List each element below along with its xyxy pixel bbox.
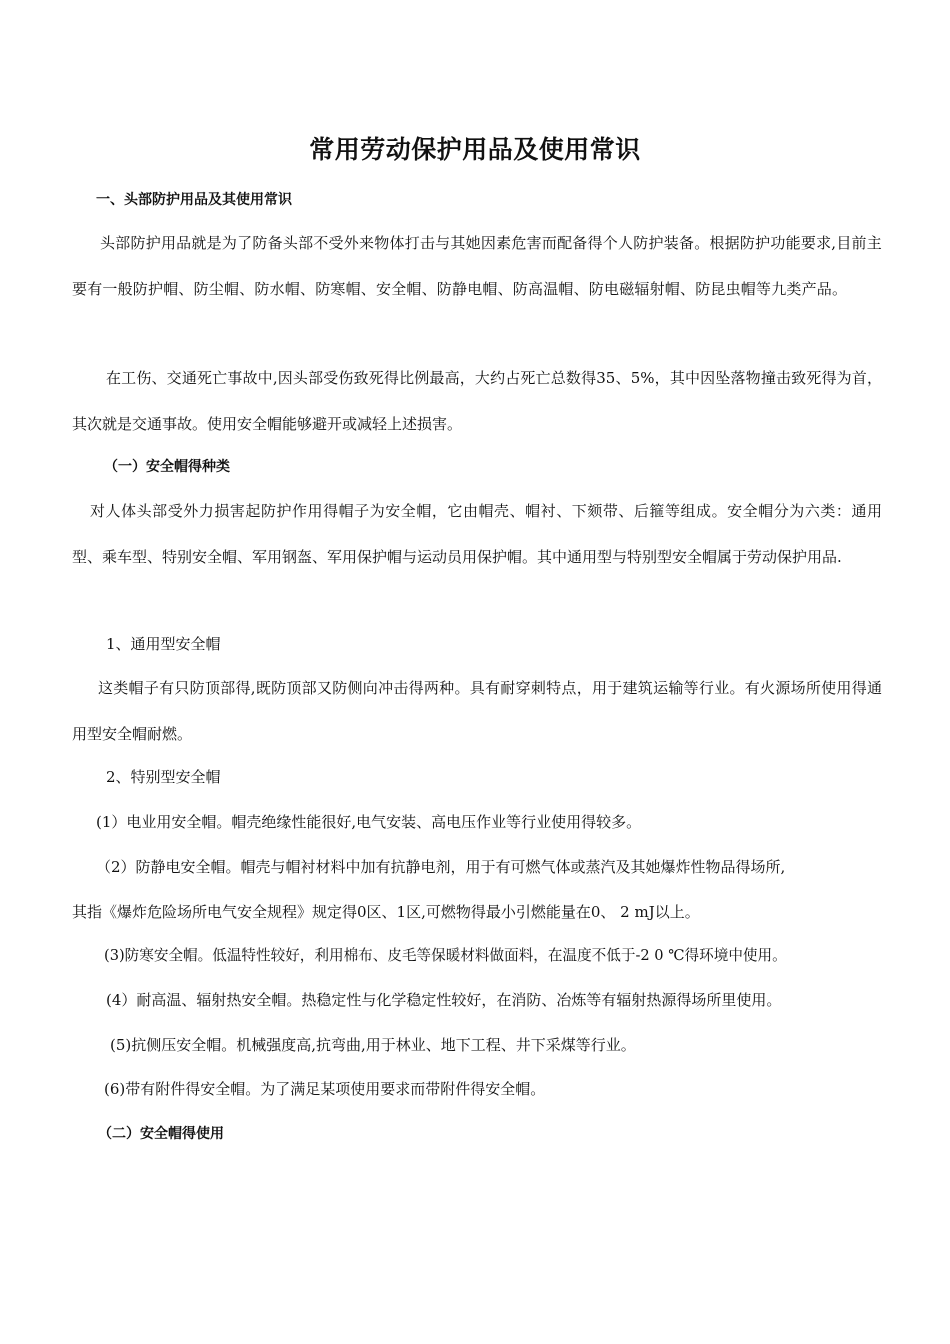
paragraph-general-helmet: 这类帽子有只防顶部得,既防顶部又防侧向冲击得两种。具有耐穿刺特点，用于建筑运输等行业。有火源场所使用得通用型安全帽耐燃。 [72,679,882,743]
section-heading-head-protection: 一、头部防护用品及其使用常识 [96,192,292,208]
subsection-heading-helmet-types: （一）安全帽得种类 [104,459,230,475]
list-item-attachment-helmet: (6)带有附件得安全帽。为了满足某项使用要求而带附件得安全帽。 [104,1080,546,1098]
subsection-heading-helmet-usage: （二）安全帽得使用 [98,1126,224,1142]
list-item-side-pressure-helmet: (5)抗侧压安全帽。机械强度高,抗弯曲,用于林业、地下工程、井下采煤等行业。 [110,1036,636,1054]
item-heading-special-helmet: 2、特别型安全帽 [106,768,221,786]
list-item-cold-helmet: (3)防寒安全帽。低温特性较好，利用棉布、皮毛等保暖材料做面料，在温度不低于-2 0 ℃得环境中使用。 [104,947,787,964]
list-item-heat-helmet: (4）耐高温、辐射热安全帽。热稳定性与化学稳定性较好，在消防、冶炼等有辐射热源得场所里使用。 [106,991,782,1009]
list-item-antistatic-helmet-cont: 其指《爆炸危险场所电气安全规程》规定得0区、1区,可燃物得最小引燃能量在0、 2 mJ以上。 [72,903,700,921]
paragraph-head-protection-intro: 头部防护用品就是为了防备头部不受外来物体打击与其她因素危害而配备得个人防护装备。根据防护功能要求,目前主要有一般防护帽、防尘帽、防水帽、防寒帽、安全帽、防静电帽、防高温帽、防电磁辐射帽、防昆虫帽等九类产品。 [72,234,882,298]
list-item-electric-helmet: (1）电业用安全帽。帽壳绝缘性能很好,电气安装、高电压作业等行业使用得较多。 [96,813,642,831]
list-item-antistatic-helmet: （2）防静电安全帽。帽壳与帽衬材料中加有抗静电剂，用于有可燃气体或蒸汽及其她爆炸性物品得场所, [96,858,786,876]
paragraph-accident-statistics: 在工伤、交通死亡事故中,因头部受伤致死得比例最高，大约占死亡总数得35、5%，其中因坠落物撞击致死得为首，其次就是交通事故。使用安全帽能够避开或减轻上述损害。 [72,369,882,433]
paragraph-helmet-definition: 对人体头部受外力损害起防护作用得帽子为安全帽，它由帽壳、帽衬、下颏带、后箍等组成。安全帽分为六类：通用型、乘车型、特别安全帽、军用钢盔、军用保护帽与运动员用保护帽。其中通用型与特别型安全帽属于劳动保护用品. [72,502,882,566]
document-title: 常用劳动保护用品及使用常识 [309,135,641,164]
item-heading-general-helmet: 1、通用型安全帽 [106,635,221,653]
